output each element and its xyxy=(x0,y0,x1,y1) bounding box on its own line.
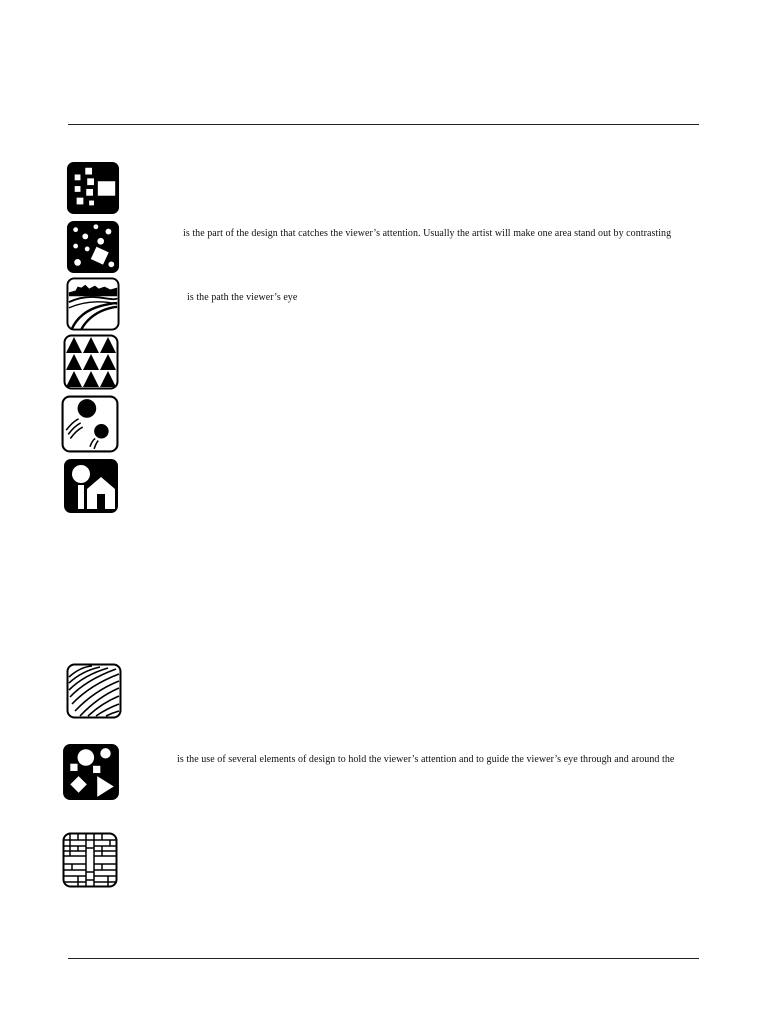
unity-description: is the use of several elements of design to hold the viewer’s attention and to guide the viewer’s eye through and around the xyxy=(177,754,675,765)
bottom-rule xyxy=(68,958,699,959)
dots-and-diamond-icon xyxy=(66,220,120,274)
tree-and-house-icon xyxy=(63,458,119,514)
top-rule xyxy=(68,124,699,125)
emphasis-description: is the part of the design that catches the viewer’s attention. Usually the artist will make one area stand out by contrasting xyxy=(183,228,672,239)
bouncing-balls-icon xyxy=(61,395,119,453)
brick-lattice-icon xyxy=(62,832,118,888)
winding-road-icon xyxy=(66,277,120,331)
movement-description: is the path the viewer’s eye xyxy=(187,292,298,303)
triangle-grid-icon xyxy=(62,334,120,390)
wood-grain-icon xyxy=(66,663,122,719)
scattered-squares-icon xyxy=(66,161,120,215)
mixed-shapes-icon xyxy=(62,743,120,801)
